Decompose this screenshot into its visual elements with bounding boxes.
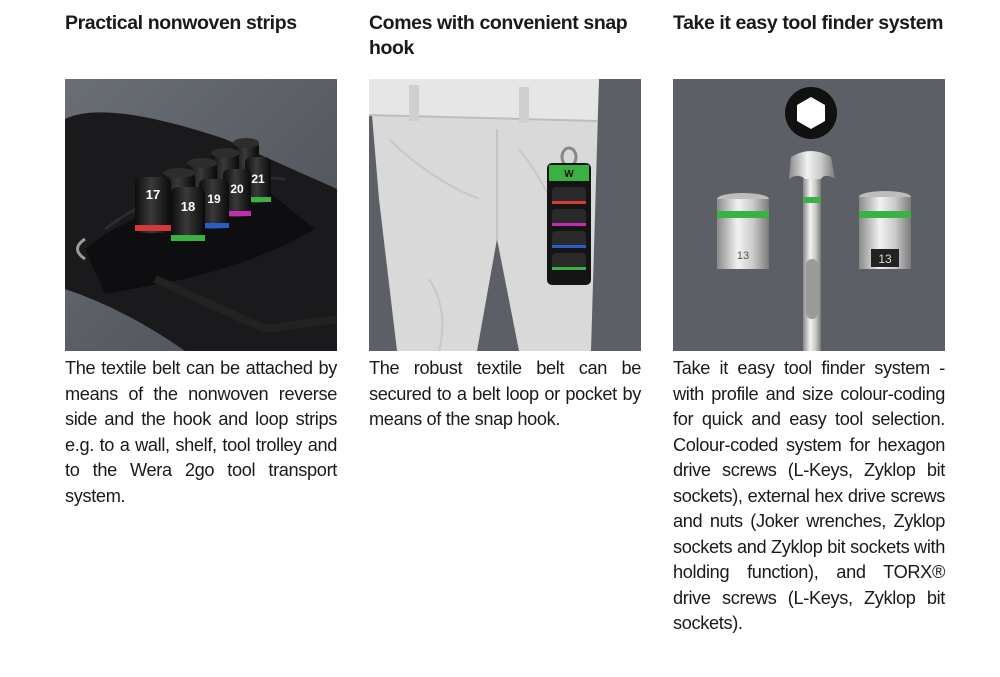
left-socket (717, 193, 769, 269)
svg-text:W: W (564, 169, 574, 180)
feature-description: The robust textile belt can be secured to a belt loop or pocket by means of the snap hook. (369, 358, 641, 429)
feature-heading: Take it easy tool finder system (673, 12, 944, 34)
socket-belt-illustration (65, 79, 337, 351)
feature-column-tool-finder (673, 0, 945, 633)
socket-label-20: 20 (230, 182, 244, 196)
feature-column-nonwoven (65, 0, 337, 506)
photo-belt-on-trousers (369, 79, 641, 351)
feature-description: Take it easy tool finder system - with profile and size colour-coding for quick and easy tool selection. Colour-coded system for hexagon drive screws (L-Keys, Zyklop bit sockets), external hex drive screws and nuts (Joker wrenches, Zyklop sockets and Zyklop bit sockets with holding function), and TORX® drive screws (L-Keys, Zyklop bit sockets). (673, 358, 945, 633)
hanging-socket-holder (547, 148, 591, 285)
feature-heading: Comes with convenient snap hook (369, 12, 628, 59)
photo-textile-belt (65, 79, 337, 351)
socket-label-17: 17 (145, 187, 161, 202)
feature-heading: Practical nonwoven strips (65, 12, 297, 34)
photo-tool-finder (673, 79, 945, 351)
socket-size-label: 13 (736, 250, 750, 262)
trousers-illustration (369, 79, 641, 351)
socket-label-21: 21 (251, 172, 265, 186)
feature-description: The textile belt can be attached by means of the nonwoven reverse side and the hook and loop strips e.g. to a wall, shelf, tool trolley and to the Wera 2go tool transport system. (65, 358, 337, 506)
tool-finder-illustration (673, 79, 945, 351)
socket-size-label: 13 (878, 252, 892, 266)
right-socket (859, 191, 911, 269)
feature-column-snap-hook (369, 0, 641, 429)
socket-label-19: 19 (207, 192, 221, 206)
socket-label-18: 18 (180, 199, 196, 214)
